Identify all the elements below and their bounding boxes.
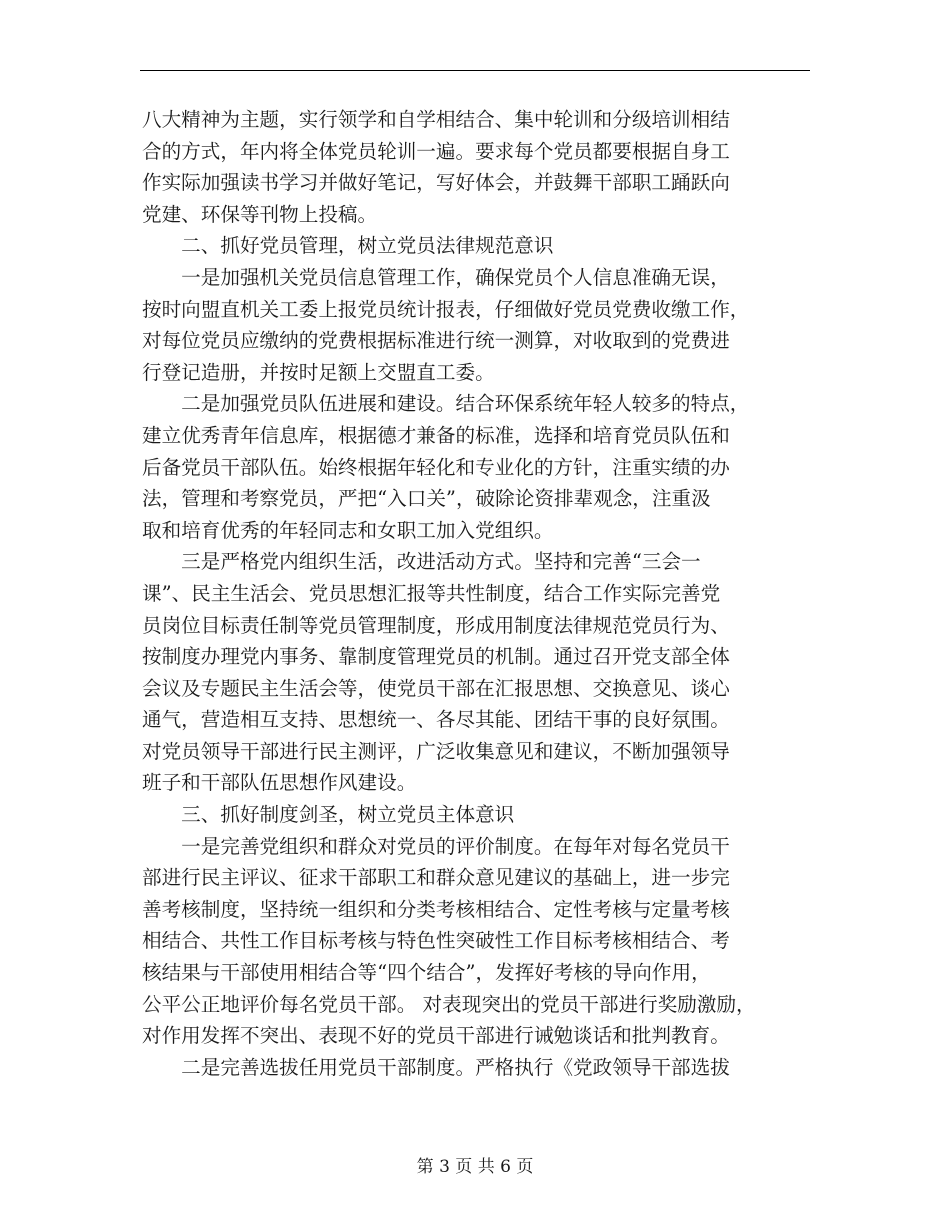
text-line: 对每位党员应缴纳的党费根据标准进行统一测算，对收取到的党费进 [142, 329, 730, 353]
page-footer: 第 3 页 共 6 页 [416, 1157, 534, 1177]
text-line: 部进行民主评议、征求干部职工和群众意见建议的基础上，进一步完 [142, 866, 730, 890]
text-line: 一是加强机关党员信息管理工作，确保党员个人信息准确无误， [142, 265, 730, 289]
text-line: 对党员领导干部进行民主测评，广泛收集意见和建议，不断加强领导 [142, 739, 730, 763]
text-line: 按时向盟直机关工委上报党员统计报表，仔细做好党员党费收缴工作， [142, 297, 750, 321]
text-line: 法，管理和考察党员，严把“入口关”，破除论资排辈观念，注重汲 [142, 487, 711, 511]
text-line: 班子和干部队伍思想作风建设。 [142, 771, 417, 795]
text-line: 善考核制度，坚持统一组织和分类考核相结合、定性考核与定量考核 [142, 897, 730, 921]
text-line: 对作用发挥不突出、表现不好的党员干部进行诫勉谈话和批判教育。 [142, 1024, 730, 1048]
text-line: 建立优秀青年信息库，根据德才兼备的标准，选择和培育党员队伍和 [142, 423, 730, 447]
text-line: 二是加强党员队伍进展和建设。结合环保系统年轻人较多的特点， [142, 392, 750, 416]
text-line: 党建、环保等刊物上投稿。 [142, 202, 378, 226]
text-line: 相结合、共性工作目标考核与特色性突破性工作目标考核相结合、考 [142, 929, 730, 953]
text-line: 作实际加强读书学习并做好笔记，写好体会，并鼓舞干部职工踊跃向 [142, 171, 730, 195]
body-text [142, 104, 814, 1083]
text-line: 核结果与干部使用相结合等“四个结合”，发挥好考核的导向作用， [142, 961, 711, 985]
text-line: 按制度办理党内事务、靠制度管理党员的机制。通过召开党支部全体 [142, 645, 730, 669]
text-line: 行登记造册，并按时足额上交盟直工委。 [142, 360, 495, 384]
text-line: 三是严格党内组织生活，改进活动方式。坚持和完善“三会一 [142, 550, 701, 574]
text-line: 三、抓好制度剑圣，树立党员主体意识 [142, 803, 515, 827]
text-line: 通气，营造相互支持、思想统一、各尽其能、团结干事的良好氛围。 [142, 708, 730, 732]
text-line: 二、抓好党员管理，树立党员法律规范意识 [142, 234, 554, 258]
text-line: 课”、民主生活会、党员思想汇报等共性制度，结合工作实际完善党 [142, 581, 721, 605]
text-line: 一是完善党组织和群众对党员的评价制度。在每年对每名党员干 [142, 834, 730, 858]
text-line: 员岗位目标责任制等党员管理制度，形成用制度法律规范党员行为、 [142, 613, 730, 637]
text-line: 合的方式，年内将全体党员轮训一遍。要求每个党员都要根据自身工 [142, 139, 730, 163]
text-line: 取和培育优秀的年轻同志和女职工加入党组织。 [142, 518, 554, 542]
header-rule [140, 70, 810, 71]
text-line: 公平公正地评价每名党员干部。 对表现突出的党员干部进行奖励激励， [142, 992, 756, 1016]
text-line: 八大精神为主题，实行领学和自学相结合、集中轮训和分级培训相结 [142, 108, 730, 131]
text-line: 二是完善选拔任用党员干部制度。严格执行《党政领导干部选拔 [142, 1055, 730, 1079]
text-line: 后备党员干部队伍。始终根据年轻化和专业化的方针，注重实绩的办 [142, 455, 730, 479]
text-line: 会议及专题民主生活会等，使党员干部在汇报思想、交换意见、谈心 [142, 676, 730, 700]
